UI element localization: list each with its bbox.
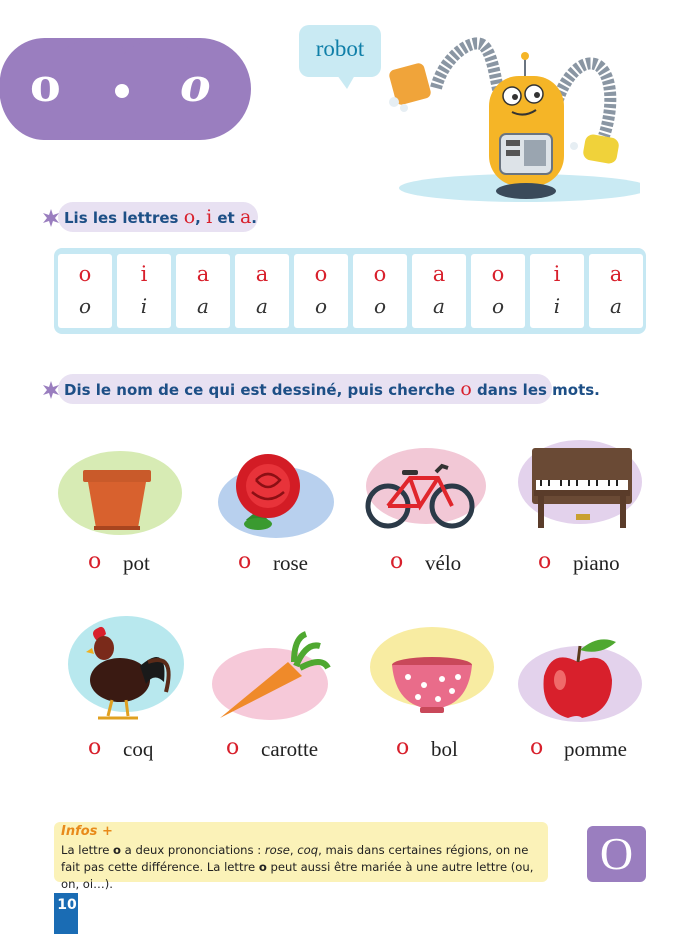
- print-letter: i: [140, 262, 148, 286]
- infos-text: La lettre o a deux prononciations : rose, coq, mais dans certaines régions, on ne fait pas cette différence. La lettre o peut aussi être mariée à une autre lettre (ou, on, oi…).: [61, 843, 534, 891]
- exercise1-instruction: Lis les lettres o, i et a.: [64, 206, 257, 228]
- corner-letter: O: [599, 828, 634, 879]
- cursive-letter: a: [433, 294, 445, 318]
- header-dot: [115, 84, 129, 98]
- item-marker: o: [88, 549, 102, 574]
- print-letter: i: [553, 262, 561, 286]
- letter-cell: [530, 254, 584, 328]
- item-marker: o: [238, 549, 252, 574]
- cursive-letter: i: [140, 294, 148, 318]
- rose-icon: [208, 450, 336, 540]
- item-word: rose: [273, 551, 308, 575]
- letter-cell: [117, 254, 171, 328]
- apple-icon: [516, 632, 644, 727]
- print-letter: o: [78, 262, 92, 286]
- letter-cell: [58, 254, 112, 328]
- cursive-letter: o: [78, 294, 92, 318]
- speech-bubble-tail: [337, 75, 355, 89]
- letter-cell: [294, 254, 348, 328]
- cursive-letter: a: [610, 294, 622, 318]
- rooster-icon: [58, 612, 186, 724]
- letter-cell: [176, 254, 230, 328]
- exercise2-instruction: Dis le nom de ce qui est dessiné, puis cherche o dans les mots.: [64, 378, 600, 400]
- item-marker: o: [530, 735, 544, 760]
- cursive-letter: i: [553, 294, 561, 318]
- item-word: carotte: [261, 737, 319, 761]
- item-word: vélo: [425, 551, 462, 575]
- letter-cell: [589, 254, 643, 328]
- item-word: pot: [123, 551, 150, 575]
- cursive-letter: o: [373, 294, 387, 318]
- letter-cell: [353, 254, 407, 328]
- letters-strip: [54, 248, 646, 334]
- item-word: bol: [431, 737, 458, 761]
- item-word: pomme: [564, 737, 627, 761]
- print-letter: o: [314, 262, 328, 286]
- flower-pot-icon: [58, 448, 186, 538]
- print-letter: o: [373, 262, 387, 286]
- cursive-letter: a: [256, 294, 268, 318]
- infos-title: Infos +: [61, 824, 113, 839]
- header-print-letter: o: [30, 58, 61, 112]
- item-marker: o: [226, 735, 240, 760]
- bowl-icon: [368, 625, 496, 720]
- print-letter: a: [609, 262, 623, 286]
- item-marker: o: [396, 735, 410, 760]
- item-marker: o: [390, 549, 404, 574]
- print-letter: o: [491, 262, 505, 286]
- star-bullet-icon: [42, 209, 60, 227]
- header-cursive-letter: o: [180, 58, 211, 112]
- page-number: 10: [57, 897, 77, 913]
- print-letter: a: [432, 262, 446, 286]
- letter-cell: [235, 254, 289, 328]
- cursive-letter: o: [314, 294, 328, 318]
- letter-cell: [412, 254, 466, 328]
- print-letter: a: [196, 262, 210, 286]
- star-bullet-icon: [42, 381, 60, 399]
- bicycle-icon: [364, 448, 492, 538]
- item-word: coq: [123, 737, 154, 761]
- piano-icon: [516, 440, 644, 535]
- item-marker: o: [88, 735, 102, 760]
- item-marker: o: [538, 549, 552, 574]
- bubble-word: robot: [315, 36, 365, 61]
- item-word: piano: [573, 551, 620, 575]
- cursive-letter: o: [491, 294, 505, 318]
- robot-icon: [384, 36, 640, 206]
- carrot-icon: [210, 628, 338, 722]
- letter-cell: [471, 254, 525, 328]
- cursive-letter: a: [197, 294, 209, 318]
- print-letter: a: [255, 262, 269, 286]
